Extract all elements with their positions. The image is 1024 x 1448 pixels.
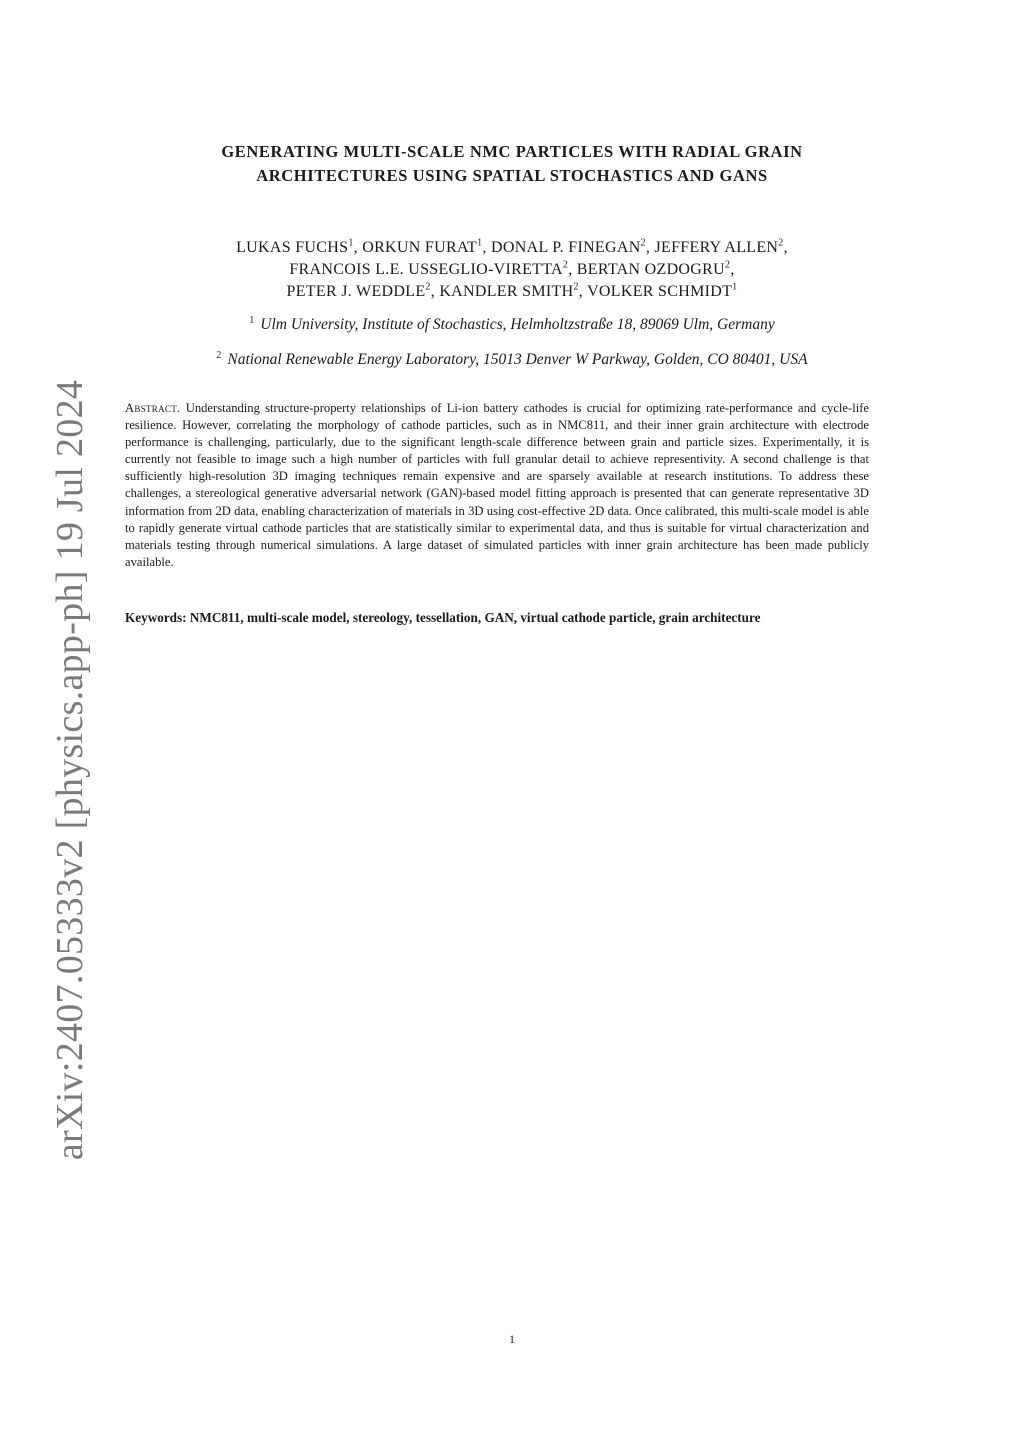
author-name: ORKUN FURAT xyxy=(362,239,478,256)
affiliation-number: 2 xyxy=(216,349,222,361)
author-line-2: FRANCOIS L.E. USSEGLIO-VIRETTA$^2$, BERTAN OZDOGRU$^2$, xyxy=(289,259,735,278)
author-name: LUKAS FUCHS xyxy=(236,239,349,256)
author-affiliation-mark: 2 xyxy=(425,281,431,293)
abstract-heading: Abstract. xyxy=(125,401,181,415)
author-line-1: LUKAS FUCHS$^1$, ORKUN FURAT$^1$, DONAL P. FINEGAN$^2$, JEFFERY ALLEN$^2$, xyxy=(236,237,788,256)
affiliation-2 xyxy=(0,351,1024,369)
author-affiliation-mark: 1 xyxy=(477,237,483,249)
author-affiliation-mark: 2 xyxy=(562,259,569,271)
author-affiliation-mark: 2 xyxy=(778,237,784,249)
author-list xyxy=(0,237,1024,303)
keywords-text: NMC811, multi-scale model, stereology, tessellation, GAN, virtual cathode particle, grain architecture xyxy=(189,610,761,625)
author-name: VOLKER SCHMIDT xyxy=(587,283,733,300)
author-affiliation-mark: 1 xyxy=(732,281,738,293)
author-affiliation-mark: 1 xyxy=(348,237,354,249)
author-name: BERTAN OZDOGRU xyxy=(576,261,725,278)
keywords xyxy=(125,609,869,627)
affiliation-text: Ulm University, Institute of Stochastics, Helmholtzstraße 18, 89069 Ulm, Germany xyxy=(260,316,775,333)
title-line-2: ARCHITECTURES USING SPATIAL STOCHASTICS AND GANS xyxy=(256,166,768,185)
author-name: FRANCOIS L.E. USSEGLIO-VIRETTA xyxy=(289,261,563,278)
author-affiliation-mark: 2 xyxy=(640,237,646,249)
author-affiliation-mark: 2 xyxy=(724,259,731,271)
affiliation-text: National Renewable Energy Laboratory, 15013 Denver W Parkway, Golden, CO 80401, USA xyxy=(227,351,808,368)
author-name: KANDLER SMITH xyxy=(439,283,574,300)
author-line-3: PETER J. WEDDLE$^2$, KANDLER SMITH$^2$, VOLKER SCHMIDT$^1$ xyxy=(286,281,738,300)
abstract xyxy=(125,400,869,571)
abstract-text: Understanding structure-property relationships of Li-ion battery cathodes is crucial for optimizing rate-performance and cycle-life resilience. However, correlating the morphology of cathode particles, such as in NMC811, and their inner grain architecture with electrode performance is challenging, particularly, due to the significant length-scale difference between grain and particle sizes. Experimentally, it is currently not feasible to image such a high number of particles with full granular detail to achieve representivity. A second challenge is that sufficiently high-resolution 3D imaging techniques remain expensive and are sparsely available at research institutions. To address these challenges, a stereological generative adversarial network (GAN)-based model fitting approach is presented that can generate representative 3D information from 2D data, enabling characterization of materials in 3D using cost-effective 2D data. Once calibrated, this multi-scale model is able to rapidly generate virtual cathode particles that are statistically similar to experimental data, and thus is suitable for virtual characterization and materials testing through numerical simulations. A large dataset of simulated particles with inner grain architecture has been made publicly available. xyxy=(125,401,869,569)
author-name: DONAL P. FINEGAN xyxy=(491,239,641,256)
keywords-label: Keywords: xyxy=(125,610,187,625)
arxiv-identifier: arXiv:2407.05333v2 [physics.app-ph] 19 Jul 2024 xyxy=(49,379,91,1161)
author-affiliation-mark: 2 xyxy=(573,281,579,293)
title-line-1: GENERATING MULTI-SCALE NMC PARTICLES WITH RADIAL GRAIN xyxy=(221,142,803,161)
affiliation-1 xyxy=(0,316,1024,334)
page-number: 1 xyxy=(509,1332,515,1346)
affiliation-number: 1 xyxy=(249,314,255,326)
paper-title xyxy=(0,140,1024,188)
author-name: PETER J. WEDDLE xyxy=(286,283,426,300)
author-name: JEFFERY ALLEN xyxy=(654,239,779,256)
